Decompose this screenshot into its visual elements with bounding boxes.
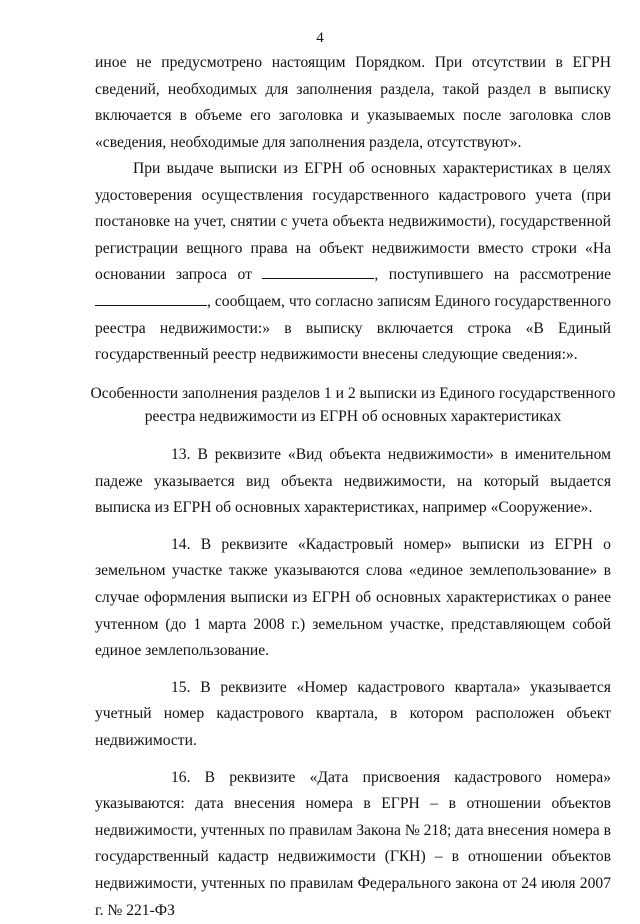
- list-item: [95, 765, 611, 924]
- item-text: В реквизите «Номер кадастрового квартала» указывается учетный номер кадастрового квартала, в котором расположен объект недвижимости.: [95, 678, 611, 749]
- item-text: В реквизите «Кадастровый номер» выписки из ЕГРН о земельном участке также указываются слова «единое землепользование» в случае оформления выписки из ЕГРН об основных характеристиках о ранее учтенном (до 1 марта 2008 г.) земельном участке, представляющем собой единое землепользование.: [95, 535, 611, 660]
- item-number: 13.: [171, 446, 191, 463]
- list-item: [95, 442, 611, 522]
- item-text: В реквизите «Вид объекта недвижимости» в именительном падеже указывается вид объекта недвижимости, на который выдается выписка из ЕГРН об основных характеристиках, например «Сооружение».: [95, 446, 612, 517]
- items-block: [95, 442, 611, 924]
- item-number: 14.: [171, 535, 191, 553]
- page-number: 4: [316, 30, 324, 46]
- request-paragraph-part2: , поступившего на рассмотрение: [374, 266, 611, 284]
- item-number: 15.: [171, 678, 191, 696]
- list-item: [95, 532, 611, 665]
- request-paragraph-part3: , сообщаем, что согласно записям Единого государственного реестра недвижимости:» в выписку включается строка «В Единый государственный реестр недвижимости внесены следующие сведения:».: [95, 292, 611, 364]
- recipient-blank-line: [95, 291, 207, 306]
- item-number: 16.: [171, 768, 191, 786]
- list-item: [95, 675, 611, 755]
- item-text: В реквизите «Дата присвоения кадастрового номера» указываются: дата внесения номера в ЕГРН – в отношении объектов недвижимости, учтенных по правилам Закона № 218; дата внесения номера в государственный кадастр недвижимости (ГКН) – в отношении объектов недвижимости, учтенных по правилам Федерального закона от 24 июля 2007 г. № 221-ФЗ: [95, 768, 611, 919]
- intro-block: [95, 50, 611, 156]
- request-paragraph: [95, 156, 611, 369]
- request-paragraph-part1: При выдаче выписки из ЕГРН об основных характеристиках в целях удостоверения осуществления государственного кадастрового учета (при постановке на учет, снятии с учета объекта недвижимости), государственной регистрации вещного права на объект недвижимости вместо строки «На основании запроса от: [95, 160, 611, 284]
- request-block: [95, 156, 611, 369]
- section-heading: Особенности заполнения разделов 1 и 2 выписки из Единого государственного реестра недвижимости из ЕГРН об основных характеристиках: [90, 385, 616, 425]
- date-blank-line: [262, 264, 374, 279]
- intro-paragraph: иное не предусмотрено настоящим Порядком. При отсутствии в ЕГРН сведений, необходимых для заполнения раздела, такой раздел в выписку включается в объеме его заголовка и указываемых после заголовка слов «сведения, необходимые для заполнения раздела, отсутствуют».: [95, 54, 611, 151]
